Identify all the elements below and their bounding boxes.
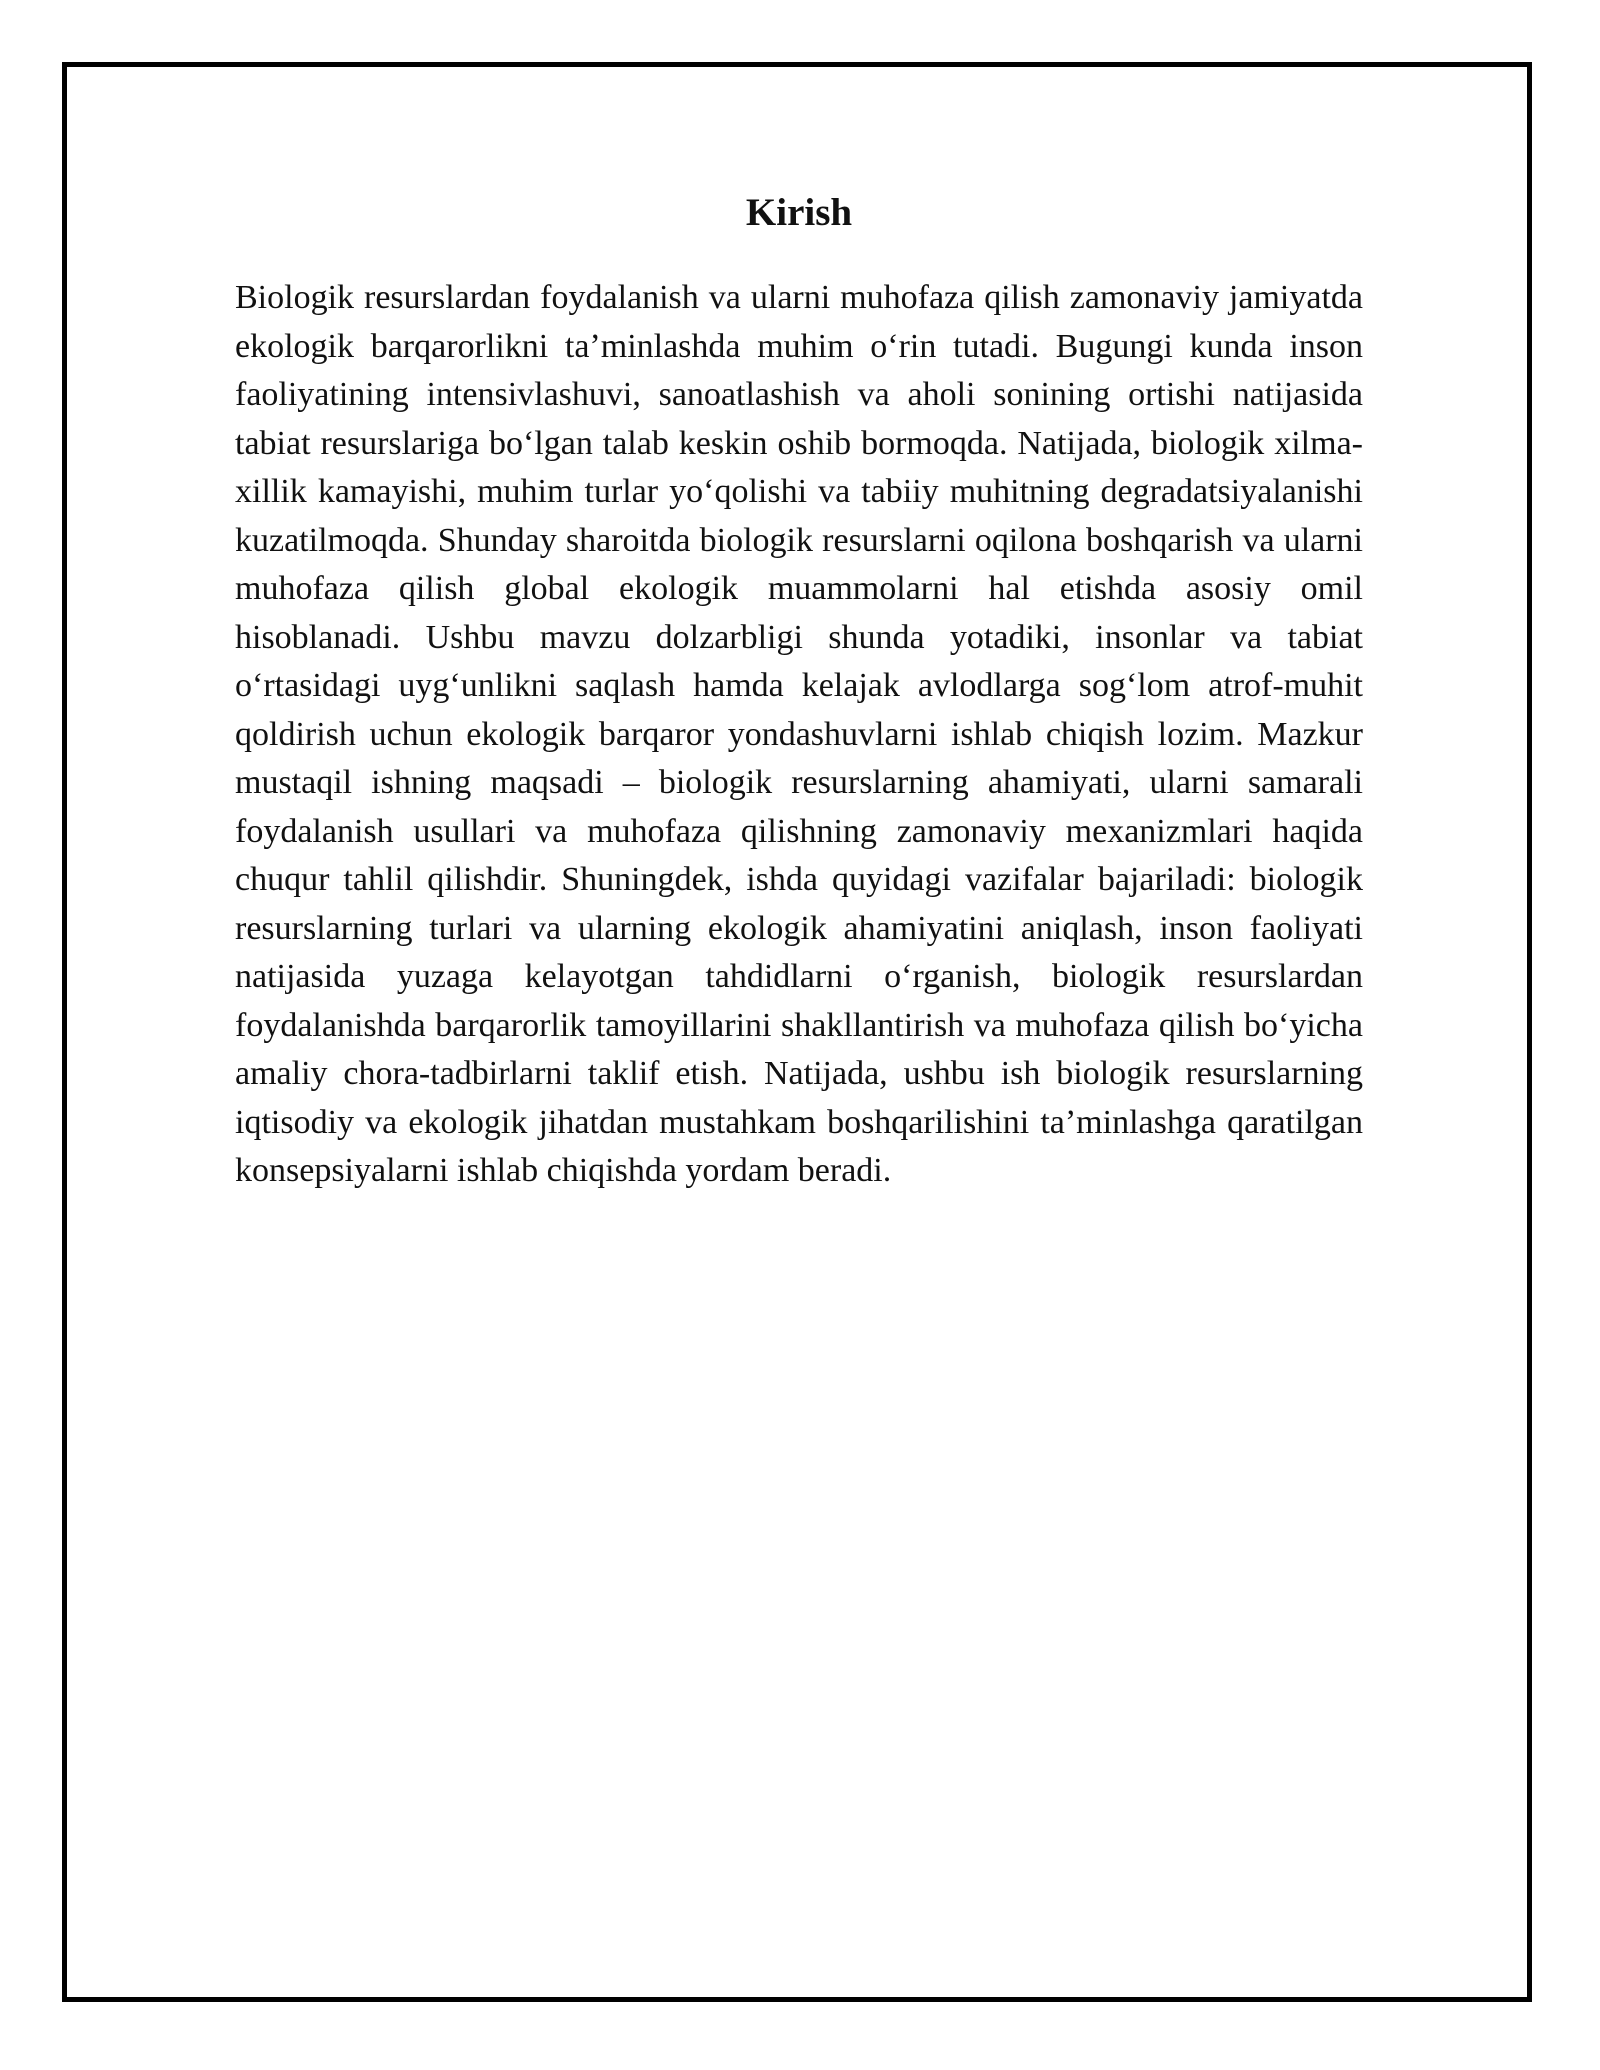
page-title: Kirish <box>745 191 853 234</box>
document-content <box>235 182 1363 1196</box>
body-paragraph: Biologik resurslardan foydalanish va ularni muhofaza qilish zamonaviy jamiyatda ekologik barqarorlikni taʼminlashda muhim oʻrin tutadi. Bugungi kunda inson faoliyatining intensivlashuvi, sanoatlashish va aholi sonining ortishi natijasida tabiat resurslariga boʻlgan talab keskin oshib bormoqda. Natijada, biologik xilma-xillik kamayishi, muhim turlar yoʻqolishi va tabiiy muhitning degradatsiyalanishi kuzatilmoqda. Shunday sharoitda biologik resurslarni oqilona boshqarish va ularni muhofaza qilish global ekologik muammolarni hal etishda asosiy omil hisoblanadi. Ushbu mavzu dolzarbligi shunda yotadiki, insonlar va tabiat oʻrtasidagi uygʻunlikni saqlash hamda kelajak avlodlarga sogʻlom atrof-muhit qoldirish uchun ekologik barqaror yondashuvlarni ishlab chiqish lozim. Mazkur mustaqil ishning maqsadi – biologik resurslarning ahamiyati, ularni samarali foydalanish usullari va muhofaza qilishning zamonaviy mexanizmlari haqida chuqur tahlil qilishdir. Shuningdek, ishda quyidagi vazifalar bajariladi: biologik resurslarning turlari va ularning ekologik ahamiyatini aniqlash, inson faoliyati natijasida yuzaga kelayotgan tahdidlarni oʻrganish, biologik resurslardan foydalanishda barqarorlik tamoyillarini shakllantirish va muhofaza qilish boʻyicha amaliy chora-tadbirlarni taklif etish. Natijada, ushbu ish biologik resurslarning iqtisodiy va ekologik jihatdan mustahkam boshqarilishini taʼminlashga qaratilgan konsepsiyalarni ishlab chiqishda yordam beradi. <box>235 279 1363 1189</box>
